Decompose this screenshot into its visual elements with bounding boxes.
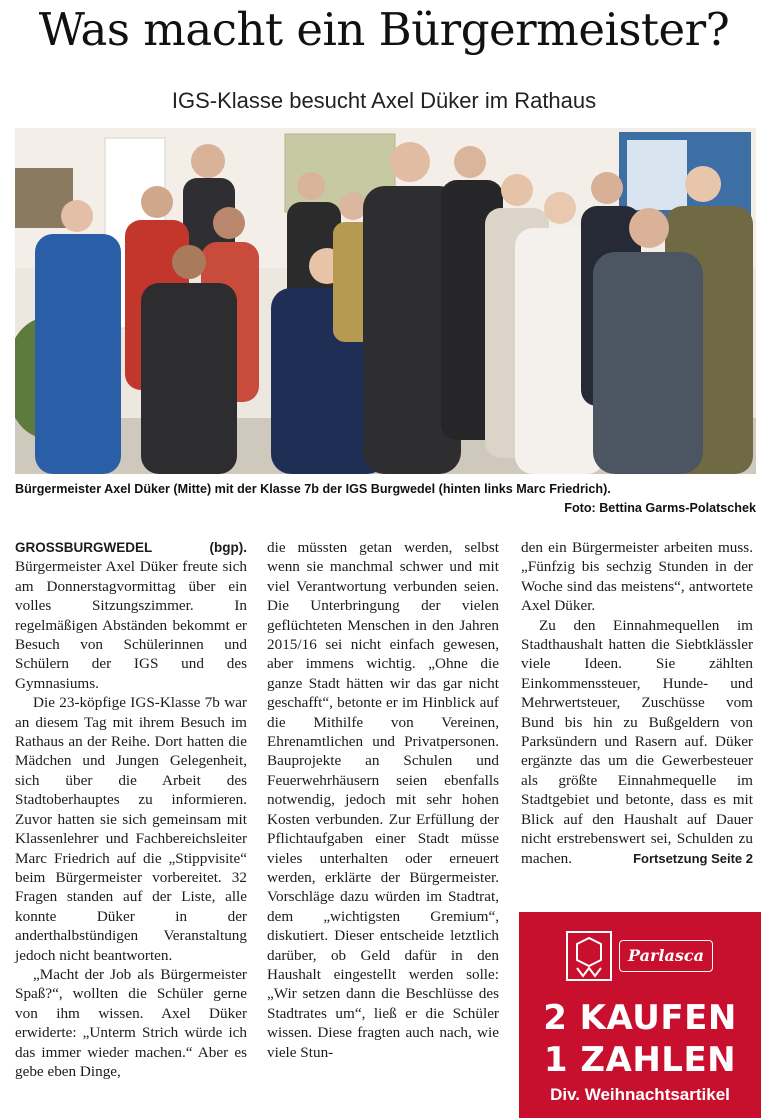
dateline: GROSSBURGWEDEL (bgp). xyxy=(15,540,247,555)
article-paragraph: Die 23-köpfige IGS-Klasse 7b war an diesem Tag mit ihrem Besuch im Rathaus an der Reihe. Dort hatten die Mädchen und Jungen Gelegenheit, sich über die Arbeit des Stadtoberhauptes zu informieren. Zuvor hatten sie sich gemeinsam mit Klassenlehrer und Fachbereichsleiter Marc Friedrich auf die „Stippvisite“ beim Bürgermeister vorbereitet. 32 Fragen standen auf der Liste, alle konnte Düker in der anderthalbstündigen Veranstaltung jedoch nicht beantworten. xyxy=(15,694,247,964)
article-paragraph xyxy=(521,616,753,868)
paragraph-text: Zu den Einnahmequellen im Stadthaushalt hatten die Siebtklässler viele Ideen. Sie zählten Einkommenssteuer, Hunde- und Mehrwertsteuer, Zuschüsse vom Bund bis hin zu Bußgeldern von Parksündern und Rasern auf. Düker ergänzte das um die Gewerbesteuer als größte Einnahmequelle im Stadtgebiet und betonte, dass es mit Blick auf den Haushalt auf Dauer nicht erstrebenswert sei, Schulden zu machen. xyxy=(521,616,753,867)
subheadline: IGS-Klasse besucht Axel Düker im Rathaus xyxy=(171,88,597,113)
photo-caption xyxy=(15,480,756,518)
article-column-3 xyxy=(521,538,753,868)
caption-text: Bürgermeister Axel Düker (Mitte) mit der Klasse 7b der IGS Burgwedel (hinten links Marc Friedrich). xyxy=(15,482,611,496)
article-column-1 xyxy=(15,538,247,1081)
article-column-2 xyxy=(267,538,499,1062)
continued-link[interactable]: Fortsetzung Seite 2 xyxy=(633,850,753,866)
photo-credit: Foto: Bettina Garms-Polatschek xyxy=(564,501,756,515)
article-paragraph xyxy=(15,538,247,693)
article-paragraph: die müssten getan werden, selbst wenn sie manchmal schwer und mit viel Verantwortung verbunden seien. Die Unterbringung der vielen geflüchteten Menschen in den Jahren 2015/16 sei nicht einfach gewesen, aber immens wichtig. „Ohne die ganze Stadt hätten wir das gar nicht geschafft“, betonte er im Hinblick auf die Mithilfe von Vereinen, Ehrenamtlichen und Privatpersonen. Bauprojekte an Schulen und Feuerwehrhäusern seien ebenfalls notwendig, jedoch mit sehr hohen Kosten verbunden. Zur Erfüllung der Pflichtaufgaben einer Stadt müsse vieles unterhalten oder erneuert werden, erklärte der Bürgermeister. Vorschläge dazu würden im Stadtrat, dem „wichtigsten Gremium“, diskutiert. Dieser entscheide letztlich darüber, ob Geld dafür in den Haushalt eingestellt werden solle: „Wir setzen dann die Beschlüsse des Stadtrates um“, ließ er die Schüler wissen. Diese fragten auch nach, wie viele Stun- xyxy=(267,539,499,1061)
article-paragraph: „Macht der Job als Bürgermeister Spaß?“, wollten die Schüler gerne von ihm wissen. Axel Düker erwiderte: „Unterm Strich würde ich das immer wieder machen.“ Aber es gebe eben Dinge, xyxy=(15,965,247,1080)
group-photo xyxy=(15,128,756,474)
advertisement[interactable] xyxy=(519,912,761,1118)
headline: Was macht ein Bürgermeister? xyxy=(38,3,730,56)
group-photo-illustration xyxy=(15,128,756,474)
article-paragraph: den ein Bürgermeister arbeiten muss. „Fünfzig bis sechzig Stunden in der Woche sind das meistens“, antwortete Axel Düker. xyxy=(521,539,753,615)
ad-headline-1: 2 KAUFEN xyxy=(543,998,737,1038)
ad-subline: Div. Weihnachtsartikel xyxy=(550,1085,730,1104)
paragraph-text: Bürgermeister Axel Düker freute sich am Donnerstagvormittag über ein volles Sitzungszimmer. In regelmäßigen Abständen bekommt er Besuch von Schülerinnen und Schülern der IGS und des Gymnasiums. xyxy=(15,558,247,692)
ad-headline-2: 1 ZAHLEN xyxy=(543,1040,737,1080)
ad-brand: Parlasca xyxy=(619,940,713,972)
